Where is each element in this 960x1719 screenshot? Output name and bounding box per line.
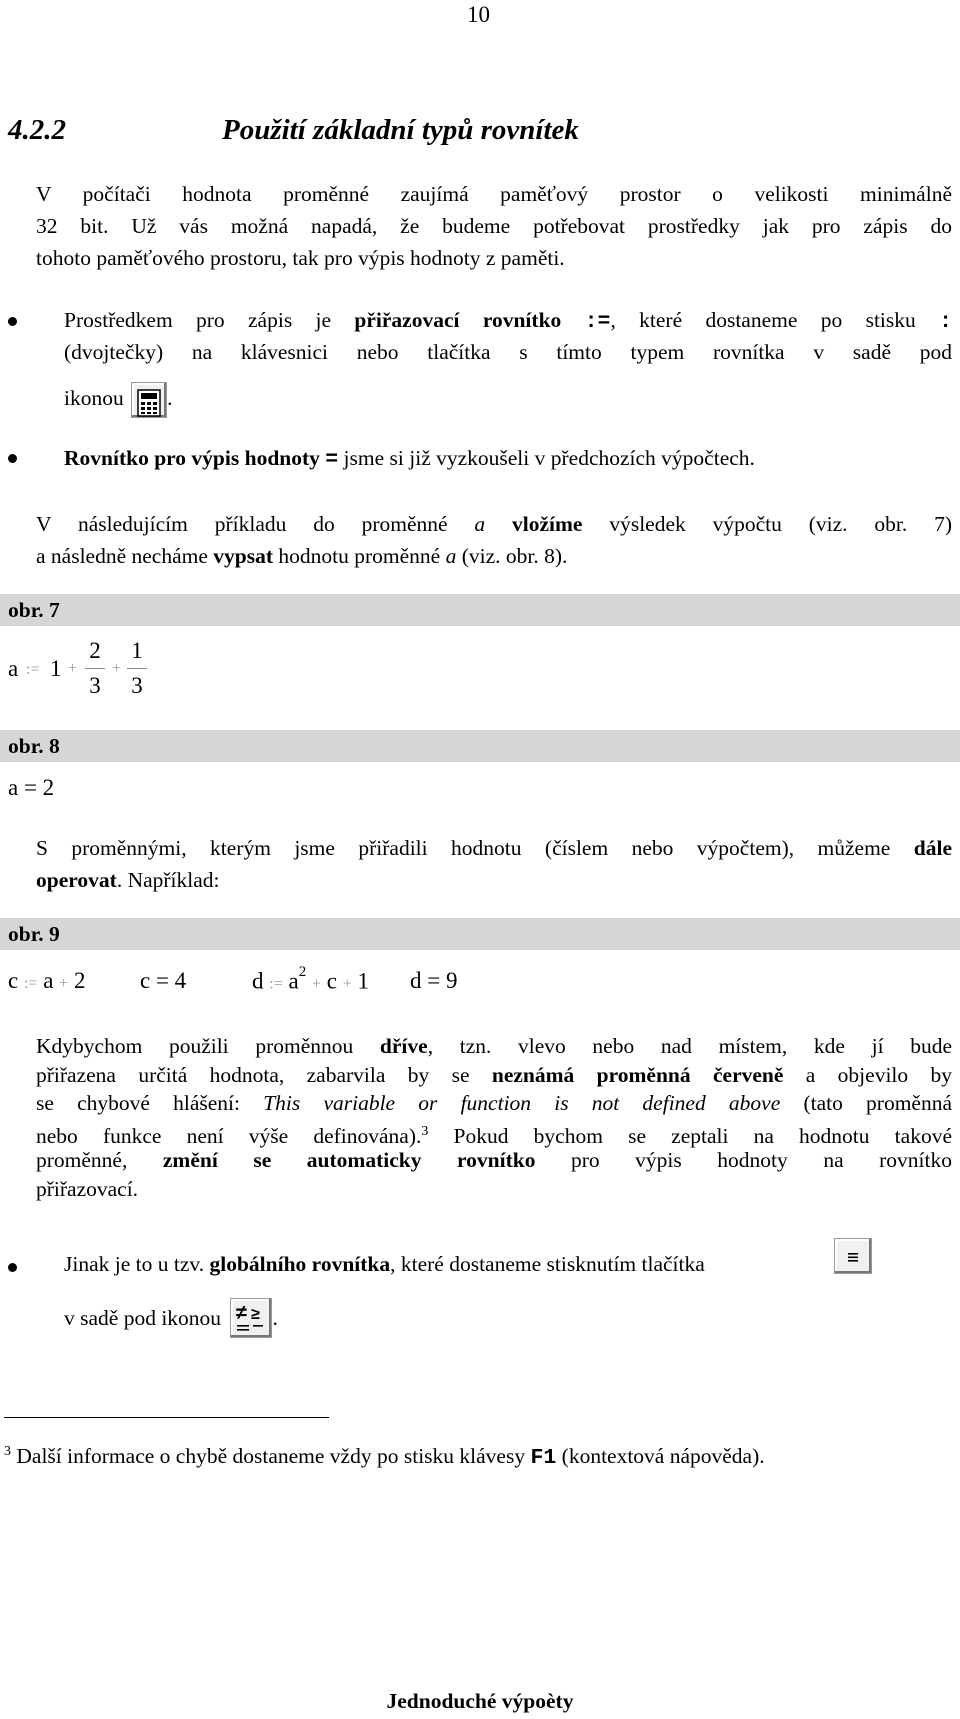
example-paragraph xyxy=(36,508,952,572)
calculator-icon xyxy=(132,386,166,420)
intro-line-3: tohoto paměťového prostoru, tak pro výpis hodnoty z paměti. xyxy=(36,246,565,270)
expr-c-result[interactable]: c = 4 xyxy=(140,968,187,993)
section-title: Použití základní typů rovnítek xyxy=(222,114,579,146)
bullet-output-equals: Rovnítko pro výpis hodnoty = jsme si již vyzkoušeli v předchozích výpočtech. xyxy=(64,446,755,472)
assign-equals-term: přiřazovací rovnítko xyxy=(354,308,562,332)
fraction-1-3-numerator: 1 xyxy=(131,638,143,663)
fraction-2-3 xyxy=(83,634,107,703)
f1-key: F1 xyxy=(530,1446,557,1471)
example-line-1: V následujícím příkladu do proměnné a vložíme výsledek výpočtu (viz. obr. 7) xyxy=(36,512,952,536)
bullet-global-equals xyxy=(64,1238,952,1338)
figure-9-header xyxy=(0,918,960,950)
bullet1-line-2: (dvojtečky) na klávesnici nebo tlačítka s tímto typem rovnítka v sadě pod xyxy=(64,340,952,364)
svg-text:≠: ≠ xyxy=(236,1302,248,1324)
page-number: 10 xyxy=(467,2,490,27)
fig7-plus-1: + xyxy=(68,660,78,677)
fig7-assign: := xyxy=(26,661,40,678)
footnote: $^3$ Další informace o chybě dostaneme vždy po stisku klávesy F1 (kontextová nápověda). xyxy=(4,1444,765,1471)
fig7-one: 1 xyxy=(50,656,62,681)
boolean-toolbar-button[interactable] xyxy=(230,1298,272,1338)
figure-9-expressions xyxy=(0,956,600,1006)
global-equals-term: globálního rovnítka xyxy=(209,1252,391,1276)
p3-line-6: přiřazovací. xyxy=(36,1176,139,1201)
operate-paragraph xyxy=(36,832,952,896)
figure-8-header xyxy=(0,730,960,762)
p3-line-1: Kdybychom použili proměnnou dříve, tzn. vlevo nebo nad místem, kde jí bude xyxy=(36,1034,953,1058)
p3-line-4: nebo funkce není výše definována).$^3$ Pokud bychom se zeptali na hodnotu takové xyxy=(36,1123,952,1148)
p3-line-2: přiřazena určitá hodnota, zabarvila by se neznámá proměnná červeně a objevilo by xyxy=(36,1062,953,1087)
example-line-2: a následně necháme vypsat hodnotu proměnné a (viz. obr. 8). xyxy=(36,544,568,568)
global-equals-button[interactable] xyxy=(834,1238,872,1274)
figure-7-header xyxy=(0,594,960,626)
bullet3-line-2: v sadě pod ikonou ≠ ≥ . xyxy=(64,1294,278,1334)
fraction-1-3 xyxy=(125,634,149,703)
intro-paragraph xyxy=(36,178,952,274)
figure-7-expression[interactable] xyxy=(0,634,200,714)
section-number: 4.2.2 xyxy=(8,114,66,146)
undefined-variable-paragraph xyxy=(36,1032,952,1203)
svg-text:≥: ≥ xyxy=(251,1306,261,1323)
figure-7-label: obr. 7 xyxy=(8,598,60,622)
fig7-plus-2: + xyxy=(112,660,122,677)
p3-line-5: proměnné, změní se automaticky rovnítko pro výpis hodnoty na rovnítko xyxy=(36,1148,953,1172)
intro-line-2: 32 bit. Už vás možná napadá, že budeme potřebovat prostředky jak pro zápis do xyxy=(36,214,952,238)
page-footer: Jednoduché výpoèty xyxy=(386,1689,574,1713)
bullet-dot-1 xyxy=(8,317,17,326)
bullet3-line-1: Jinak je to u tzv. globálního rovnítka, které dostaneme stisknutím tlačítka xyxy=(64,1252,705,1276)
bullet-dot-3 xyxy=(8,1263,17,1272)
fraction-2-3-numerator: 2 xyxy=(89,638,101,663)
operate-line-1: S proměnnými, kterým jsme přiřadili hodnotu (číslem nebo výpočtem), můžeme dále xyxy=(36,836,952,860)
colon-key: : xyxy=(939,310,953,334)
figure-9-label: obr. 9 xyxy=(8,922,60,946)
p3-line-3: se chybové hlášení: This variable or function is not defined above (tato proměnná xyxy=(36,1091,952,1115)
expr-d-result[interactable]: d = 9 xyxy=(410,968,458,993)
fraction-2-3-denominator: 3 xyxy=(89,673,101,698)
fig7-var: a xyxy=(8,656,19,681)
bullet-dot-2 xyxy=(8,454,17,463)
triple-bar-icon xyxy=(835,1239,871,1273)
output-equals-operator: = xyxy=(325,448,339,472)
figure-8-label: obr. 8 xyxy=(8,734,60,758)
calculator-toolbar-icon[interactable] xyxy=(131,382,167,418)
expr-c-assign[interactable]: c := a + 2 xyxy=(8,968,86,993)
assign-operator: := xyxy=(584,310,611,334)
footnote-rule xyxy=(4,1417,329,1418)
figure-8-expression[interactable]: a = 2 xyxy=(8,775,55,800)
fraction-1-3-denominator: 3 xyxy=(131,673,143,698)
bullet1-line-1: Prostředkem pro zápis je přiřazovací rovnítko :=, které dostaneme po stisku : xyxy=(64,308,953,334)
expr-d-assign[interactable]: d := $a^2 + c + 1$ xyxy=(252,964,369,994)
not-equal-icon xyxy=(231,1299,271,1337)
bullet1-line-3: ikonou . xyxy=(64,368,952,412)
intro-line-1: V počítači hodnota proměnné zaujímá paměťový prostor o velikosti minimálně xyxy=(36,182,952,206)
output-equals-term: Rovnítko pro výpis hodnoty xyxy=(64,446,320,470)
operate-line-2: operovat. Například: xyxy=(36,868,220,892)
bullet-assign-equals xyxy=(64,304,952,412)
